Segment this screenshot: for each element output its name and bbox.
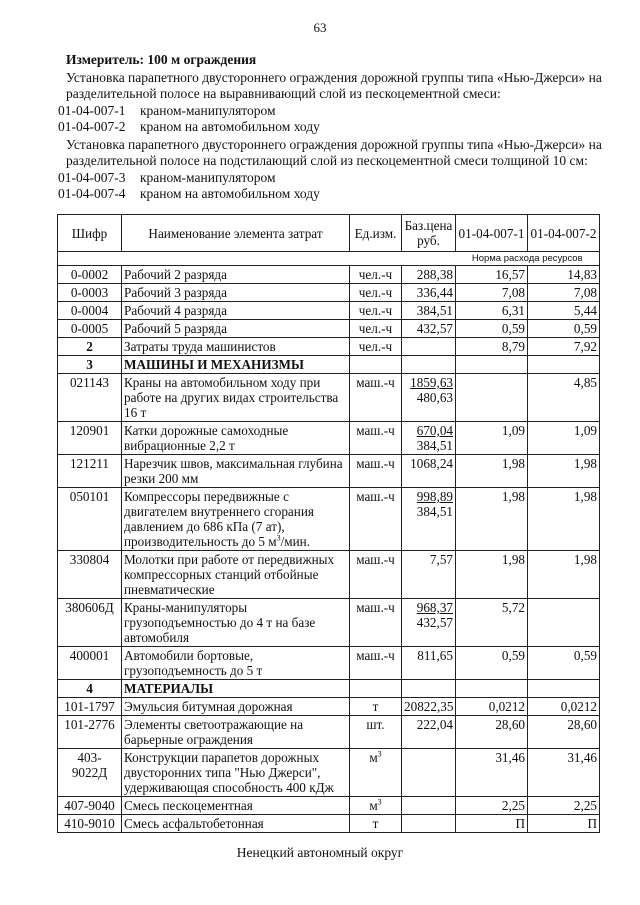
cell-v2: 28,60 (528, 716, 600, 749)
cell-price: 288,38 (402, 266, 456, 284)
cell-v1: 0,59 (456, 320, 528, 338)
table-row (58, 455, 600, 488)
unit-text: м (369, 750, 378, 765)
cell-name: Рабочий 2 разряда (122, 266, 350, 284)
cell-v2: 1,98 (528, 551, 600, 599)
cell-v1: 0,59 (456, 647, 528, 680)
cell-code: 021143 (58, 374, 122, 422)
cell-v1: 7,08 (456, 284, 528, 302)
cell-price (402, 815, 456, 833)
cell-code: 050101 (58, 488, 122, 551)
norm-code: 01-04-007-3 (58, 169, 126, 185)
cell-v2: 0,59 (528, 320, 600, 338)
price-total: 998,89 (416, 489, 453, 504)
cell-price: 811,65 (402, 647, 456, 680)
cell-name: Смесь асфальтобетонная (122, 815, 350, 833)
norm-code-text: краном на автомобильном ходу (140, 186, 320, 201)
cell-name: Краны-манипуляторы грузоподъемностью до 4 т на базе автомобиля (122, 599, 350, 647)
price-total: 968,37 (416, 600, 453, 615)
table-row (58, 284, 600, 302)
cell-v2: 5,44 (528, 302, 600, 320)
table-row (58, 266, 600, 284)
cell-v2: 31,46 (528, 749, 600, 797)
cell-code: 0-0005 (58, 320, 122, 338)
cell-v1 (456, 374, 528, 422)
cell-v2: 4,85 (528, 374, 600, 422)
norm-code: 01-04-007-1 (58, 102, 126, 118)
cell-unit: маш.-ч (350, 422, 402, 455)
norm-code: 01-04-007-4 (58, 186, 126, 201)
cell-v2: 0,0212 (528, 698, 600, 716)
cell-code: 403-9022Д (58, 749, 122, 797)
cell-price (402, 488, 456, 551)
cell-unit: маш.-ч (350, 488, 402, 551)
table-row (58, 551, 600, 599)
cell-name: Рабочий 5 разряда (122, 320, 350, 338)
norm-code-text: краном-манипулятором (140, 169, 276, 185)
cell-unit: маш.-ч (350, 374, 402, 422)
cell-price: 336,44 (402, 284, 456, 302)
cell-code: 0-0004 (58, 302, 122, 320)
superscript: 3 (377, 749, 382, 759)
footer-region: Ненецкий автономный округ (236, 845, 404, 860)
cell-unit: чел.-ч (350, 266, 402, 284)
cell-name: Краны на автомобильном ходу при работе на других видах строительства 16 т (122, 374, 350, 422)
table-row (58, 599, 600, 647)
table-row (58, 815, 600, 833)
cell-code: 407-9040 (58, 797, 122, 815)
cell-code: 0-0002 (58, 266, 122, 284)
cell-code: 330804 (58, 551, 122, 599)
code-line (58, 170, 618, 187)
cell-v1: 6,31 (456, 302, 528, 320)
cell-unit: чел.-ч (350, 284, 402, 302)
header-price: Баз.цена руб. (402, 215, 456, 252)
cell-price: 384,51 (402, 302, 456, 320)
price-wage: 384,51 (416, 504, 453, 519)
table-row (58, 647, 600, 680)
cell-code: 400001 (58, 647, 122, 680)
header-code: Шифр (58, 215, 122, 252)
norm-code-text: краном на автомобильном ходу (140, 119, 320, 134)
name-text: Компрессоры передвижные с двигателем внутреннего сгорания давлением до 686 кПа (7 ат), производительность до 5 м (124, 489, 314, 549)
header-unit: Ед.изм. (350, 215, 402, 252)
cell-name: Катки дорожные самоходные вибрационные 2,2 т (122, 422, 350, 455)
cell-price (402, 422, 456, 455)
code-line (58, 119, 618, 136)
table-row (58, 374, 600, 422)
header-col2: 01-04-007-2 (528, 215, 600, 252)
cell-name: Конструкции парапетов дорожных двусторонних типа "Нью Джерси", удерживающая способность 400 кДж (122, 749, 350, 797)
page-number: 63 (313, 20, 327, 35)
cell-v2: 0,59 (528, 647, 600, 680)
price-wage: 480,63 (416, 390, 453, 405)
cell-v1: 31,46 (456, 749, 528, 797)
cell-unit: маш.-ч (350, 551, 402, 599)
cell-v1: 0,0212 (456, 698, 528, 716)
norm-code: 01-04-007-2 (58, 119, 126, 134)
cell-code: 121211 (58, 455, 122, 488)
code-line (58, 186, 618, 203)
norm-label: Норма расхода ресурсов (456, 252, 600, 266)
intro-paragraph-2: Установка парапетного двустороннего ограждения дорожной группы типа «Нью-Джерси» на разделительной полосе на подстилающий слой из пескоцементной смеси толщиной 10 см: (66, 136, 602, 168)
price-wage: 432,57 (416, 615, 453, 630)
cell-name: Нарезчик швов, максимальная глубина резки 200 мм (122, 455, 350, 488)
table-row (58, 422, 600, 455)
cell-v2 (528, 599, 600, 647)
cell-unit: маш.-ч (350, 599, 402, 647)
table-row (58, 797, 600, 815)
cell-unit: чел.-ч (350, 302, 402, 320)
cell-v1: 5,72 (456, 599, 528, 647)
table-row (58, 698, 600, 716)
cell-v1: 1,98 (456, 488, 528, 551)
cell-name: Автомобили бортовые, грузоподъемность до 5 т (122, 647, 350, 680)
cell-price (402, 797, 456, 815)
table-row (58, 302, 600, 320)
cell-unit (350, 797, 402, 815)
norm-code-text: краном-манипулятором (140, 102, 276, 118)
section-title: МАТЕРИАЛЫ (122, 680, 350, 698)
cell-name: Рабочий 4 разряда (122, 302, 350, 320)
cell-price: 222,04 (402, 716, 456, 749)
cell-v1: П (456, 815, 528, 833)
cell-name: Элементы светоотражающие на барьерные ограждения (122, 716, 350, 749)
cell-code: 120901 (58, 422, 122, 455)
cell-v1: 1,09 (456, 422, 528, 455)
cell-price: 432,57 (402, 320, 456, 338)
cell-name: Затраты труда машинистов (122, 338, 350, 356)
cell-v1: 1,98 (456, 551, 528, 599)
section-row (58, 356, 600, 374)
resource-table (57, 214, 600, 833)
cell-unit: шт. (350, 716, 402, 749)
table-row (58, 716, 600, 749)
cell-v1: 2,25 (456, 797, 528, 815)
header-col1: 01-04-007-1 (456, 215, 528, 252)
price-total: 1859,63 (410, 375, 453, 390)
cell-v2: 2,25 (528, 797, 600, 815)
table-row (58, 749, 600, 797)
cell-name (122, 488, 350, 551)
intro-block (58, 52, 618, 203)
table-row (58, 320, 600, 338)
unit-text: м (369, 798, 378, 813)
cell-code: 101-2776 (58, 716, 122, 749)
cell-unit: т (350, 698, 402, 716)
cell-price (402, 374, 456, 422)
measure-unit: Измеритель: 100 м ограждения (66, 52, 257, 67)
norm-label-row (58, 252, 600, 266)
section-row (58, 680, 600, 698)
table-row (58, 488, 600, 551)
price-wage: 384,51 (416, 438, 453, 453)
cell-name: Эмульсия битумная дорожная (122, 698, 350, 716)
cell-unit: чел.-ч (350, 338, 402, 356)
cell-price (402, 749, 456, 797)
cell-unit: маш.-ч (350, 455, 402, 488)
cell-v2: 14,83 (528, 266, 600, 284)
cell-name: Молотки при работе от передвижных компрессорных станций отбойные пневматические (122, 551, 350, 599)
cell-price: 7,57 (402, 551, 456, 599)
cell-v2: П (528, 815, 600, 833)
cell-name: Смесь пескоцементная (122, 797, 350, 815)
cell-unit: т (350, 815, 402, 833)
cell-v2: 7,92 (528, 338, 600, 356)
cell-unit: маш.-ч (350, 647, 402, 680)
cell-v1: 16,57 (456, 266, 528, 284)
price-total: 670,04 (416, 423, 453, 438)
cell-price (402, 599, 456, 647)
cell-name: Рабочий 3 разряда (122, 284, 350, 302)
cell-code: 380606Д (58, 599, 122, 647)
cell-unit (350, 749, 402, 797)
cell-code: 410-9010 (58, 815, 122, 833)
cell-price: 20822,35 (402, 698, 456, 716)
cell-v2: 1,98 (528, 488, 600, 551)
superscript: 3 (276, 533, 281, 543)
cell-code: 101-1797 (58, 698, 122, 716)
table-header-row (58, 215, 600, 252)
header-name: Наименование элемента затрат (122, 215, 350, 252)
name-text-suffix: /мин. (280, 534, 311, 549)
section-number: 4 (58, 680, 122, 698)
section-number: 3 (58, 356, 122, 374)
section-title: МАШИНЫ И МЕХАНИЗМЫ (122, 356, 350, 374)
superscript: 3 (377, 797, 382, 807)
cell-v1: 8,79 (456, 338, 528, 356)
code-line (58, 103, 618, 120)
table-row (58, 338, 600, 356)
cell-code: 2 (58, 338, 122, 356)
cell-v2: 1,98 (528, 455, 600, 488)
cell-v2: 7,08 (528, 284, 600, 302)
cell-v2: 1,09 (528, 422, 600, 455)
cell-v1: 28,60 (456, 716, 528, 749)
cell-price (402, 338, 456, 356)
intro-paragraph-1: Установка парапетного двустороннего ограждения дорожной группы типа «Нью-Джерси» на разделительной полосе на выравнивающий слой из пескоцементной смеси: (66, 69, 602, 101)
cell-unit: чел.-ч (350, 320, 402, 338)
cell-code: 0-0003 (58, 284, 122, 302)
cell-price: 1068,24 (402, 455, 456, 488)
cell-v1: 1,98 (456, 455, 528, 488)
